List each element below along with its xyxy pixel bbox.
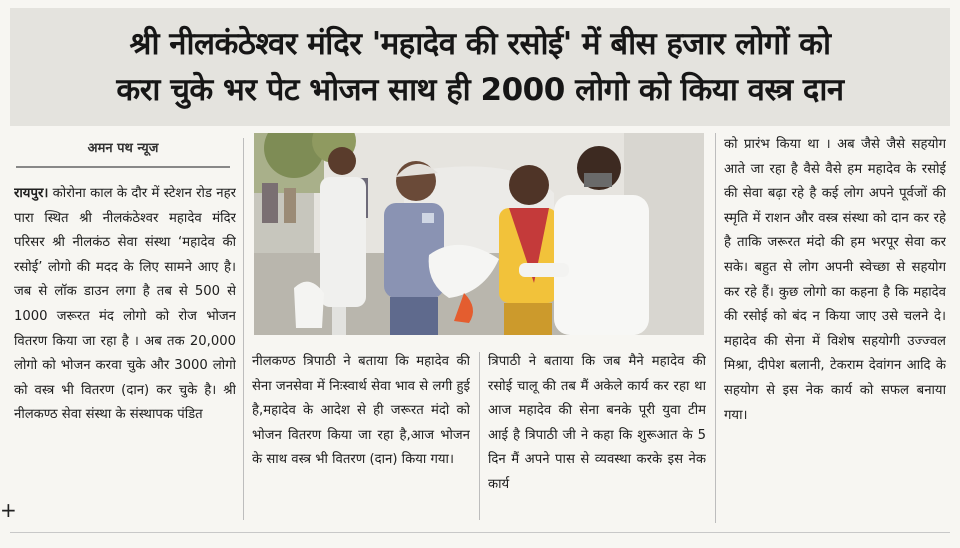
byline-divider — [16, 166, 230, 168]
article-headline — [10, 8, 950, 126]
crop-mark: + — [0, 498, 17, 522]
news-photo — [254, 133, 704, 335]
article-column-2: नीलकण्ठ त्रिपाठी ने बताया कि महादेव की सेना जनसेवा में निःस्वार्थ सेवा भाव से लगी हुई है,महादेव के आदेश से ही जरूरत मंदो को भोजन वितरण किया जा रहा है,आज भोजन के साथ वस्त्र भी वितरण (दान) किया गया। — [252, 354, 470, 468]
dateline: रायपुर। — [14, 186, 49, 201]
article-column-1 — [14, 182, 236, 518]
article-column-3: त्रिपाठी ने बताया कि जब मैने महादेव की रसोई चालू की तब मैं अकेले कार्य कर रहा था आज महादेव की सेना बनके पूरी युवा टीम आई है त्रिपाठी जी ने कहा कि शुरूआत के 5 दिन मैं अपने पास से व्यवस्था करके इस नेक कार्य — [488, 354, 706, 492]
photo-illustration — [254, 133, 704, 335]
headline-line-1: श्री नीलकंठेश्वर मंदिर 'महादेव की रसोई' में बीस हजार लोगों को — [129, 26, 831, 62]
bottom-rule — [10, 532, 950, 533]
headline-line-2: करा चुके भर पेट भोजन साथ ही 2000 लोगो को किया वस्त्र दान — [116, 72, 844, 108]
column-divider — [715, 133, 716, 523]
column-divider — [479, 352, 480, 520]
article-column-4: को प्रारंभ किया था । अब जैसे जैसे सहयोग आते जा रहा है वैसे वैसे हम महादेव के रसोई की सेवा बढ़ा रहे है कई लोग अपने पूर्वजों की स्मृति में राशन और वस्त्र संस्था को दान कर रहे है ताकि जरूरत मंदो की हम भरपूर सेवा कर सके। बहुत से लोग अपनी स्वेच्छा से सहयोग कर रहे हैं। कुछ लोगो का कहना है कि महादेव की रसोई को बंद न किया जाए उसे चलने दे। महादेव की सेना में विशेष सहयोगी उज्ज्वल मिश्रा, दीपेश बलानी, टेकराम देवांगन आदि के सहयोग से इस नेक कार्य को सफल बनाया गया। — [724, 137, 946, 423]
column-divider — [243, 138, 244, 520]
column-1-text: कोरोना काल के दौर में स्टेशन रोड नहर पारा स्थित श्री नीलकंठेश्वर महादेव मंदिर परिसर श्री नीलकंठ सेवा संस्था ‘महादेव की रसोई’ लोगो की मदद के लिए सामने आए है। जब से लॉक डाउन लगा है तब से 500 से 1000 जरूरत मंद लोगो को रोज भोजन वितरण किया जा रहा है । अब तक 20,000 लोगो को भोजन करवा चुके और 3000 लोगो को वस्त्र भी वितरण (दान) कर चुके है। श्री नीलकण्ठ सेवा संस्था के संस्थापक पंडित — [14, 186, 236, 423]
byline: अमन पथ न्यूज — [87, 141, 159, 156]
